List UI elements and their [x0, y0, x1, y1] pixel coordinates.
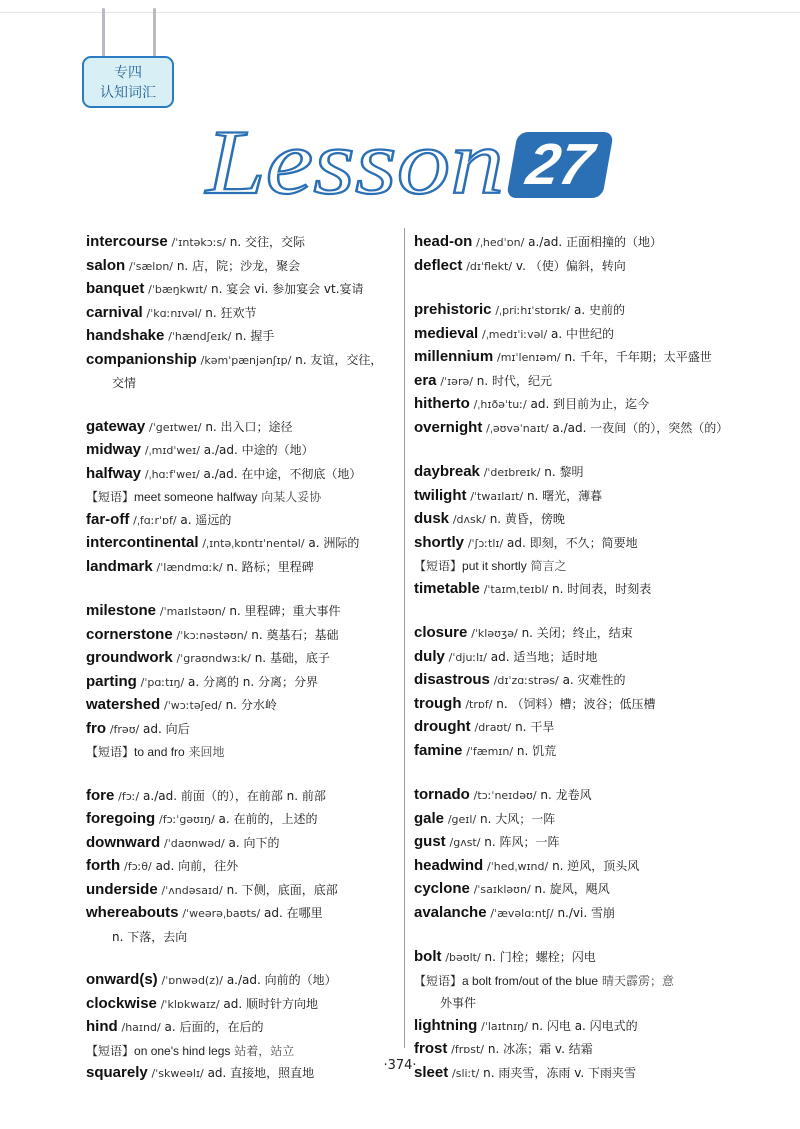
- headword: head-on: [414, 233, 473, 250]
- headword: squarely: [86, 1064, 148, 1081]
- phrase-entry: [86, 741, 421, 764]
- definition: a. 洲际的: [308, 536, 360, 550]
- headword: overnight: [414, 418, 483, 436]
- phrase-translation: 简言之: [530, 559, 567, 573]
- headword: foregoing: [86, 810, 156, 827]
- headword: twilight: [414, 486, 467, 504]
- headword: tornado: [414, 786, 470, 803]
- definition: n. 出入口；途径: [205, 419, 293, 434]
- definition: a. 分离的 n. 分离；分界: [187, 674, 319, 689]
- vocab-entry: [86, 647, 421, 671]
- phonetic: /ˌmedɪˈiːvəl/: [482, 327, 548, 341]
- phonetic: /ˈpɑːtɪŋ/: [140, 675, 185, 689]
- definition: a./ad. 向前的（地）: [226, 973, 337, 987]
- vocab-entry: [414, 370, 749, 394]
- headword: deflect: [414, 256, 463, 274]
- group-spacer: [86, 395, 421, 416]
- headword: headwind: [414, 856, 484, 874]
- phonetic: /ˈdaʊnwəd/: [164, 836, 225, 850]
- phonetic: /ˌhedˈɒn/: [476, 236, 525, 249]
- phonetic: /ˌpriːhɪˈstɒrɪk/: [495, 304, 571, 317]
- definition: n. 狂欢节: [205, 305, 257, 320]
- definition: n. 交往，交际: [229, 235, 306, 249]
- phonetic: /ˈɪərə/: [440, 374, 473, 388]
- group-spacer: [86, 764, 421, 785]
- vocab-entry: [86, 808, 421, 832]
- definition: n. 曙光，薄暮: [526, 488, 603, 503]
- headword: midway: [86, 441, 142, 458]
- vocab-entry: [414, 784, 749, 808]
- phonetic: /fɔː/: [118, 789, 140, 803]
- phonetic: /mɪˈlenɪəm/: [497, 351, 561, 364]
- headword: timetable: [414, 579, 480, 597]
- phrase-entry: [86, 486, 421, 509]
- phrase-text: to and fro: [134, 745, 185, 759]
- definition: n. 干旱: [515, 720, 555, 734]
- vocab-entry: [414, 946, 749, 970]
- definition: ad. 即刻，不久；简要地: [507, 535, 638, 550]
- definition: n. 下侧，底面，底部: [226, 882, 338, 897]
- section-tag: [82, 56, 174, 108]
- vocab-column-right: [414, 231, 749, 1085]
- phonetic: /ˈskweəlɪ/: [151, 1067, 204, 1080]
- headword: closure: [414, 624, 468, 641]
- headword: dusk: [414, 510, 450, 527]
- headword: forth: [86, 857, 121, 874]
- phonetic: /ˈævəlɑːntʃ/: [490, 906, 554, 920]
- definition: n. 千年，千年期；太平盛世: [564, 350, 712, 364]
- definition: a. 灾难性的: [562, 673, 626, 687]
- headword: downward: [86, 833, 161, 851]
- phonetic: /ˈkləʊʒə/: [471, 627, 518, 640]
- vocab-entry: [86, 718, 421, 742]
- headword: handshake: [86, 327, 165, 344]
- phonetic: /ˈɪntəkɔːs/: [171, 236, 226, 249]
- vocab-entry: [86, 278, 421, 302]
- headword: salon: [86, 256, 126, 274]
- headword: prehistoric: [414, 301, 492, 318]
- phrase-label: 【短语】: [414, 973, 463, 988]
- phrase-translation: 站着，站立: [234, 1043, 295, 1058]
- hanging-string-right: [153, 8, 156, 60]
- definition: n. 旋风，飓风: [534, 882, 610, 896]
- vocab-entry: [414, 831, 749, 855]
- phonetic: /ˈweərəˌbaʊts/: [182, 907, 261, 920]
- phonetic: /frəʊ/: [109, 722, 140, 736]
- vocab-entry: [414, 255, 749, 279]
- headword: shortly: [414, 533, 465, 551]
- headword: milestone: [86, 602, 157, 619]
- definition: n. 友谊，交往，: [295, 352, 383, 367]
- phonetic: /ˈmaɪlstəʊn/: [159, 605, 226, 618]
- phonetic: /ˈlændmɑːk/: [156, 560, 223, 574]
- definition: ad. 向前，往外: [155, 859, 239, 873]
- group-spacer: [414, 278, 749, 299]
- phrase-translation: 来回地: [188, 745, 225, 759]
- headword: clockwise: [86, 994, 157, 1012]
- vocab-entry: [86, 671, 421, 695]
- lesson-number-badge: [506, 132, 614, 198]
- phonetic: /ˌhɪðəˈtuː/: [473, 398, 527, 411]
- headword: duly: [414, 647, 445, 665]
- phrase-text: meet someone halfway: [134, 490, 258, 504]
- phonetic: /ˈtaɪmˌteɪbl/: [483, 582, 549, 596]
- headword: companionship: [86, 350, 197, 368]
- headword: landmark: [86, 557, 153, 575]
- headword: sleet: [414, 1063, 449, 1081]
- phrase-label: 【短语】: [86, 745, 135, 759]
- headword: banquet: [86, 280, 145, 297]
- definition: ad. 到目前为止，迄今: [530, 397, 650, 411]
- vocab-entry: [414, 532, 749, 556]
- phonetic: /ˈhændʃeɪk/: [168, 330, 232, 343]
- phrase-entry: [414, 555, 749, 578]
- definition: n. （饲料）槽；波谷；低压槽: [496, 696, 656, 711]
- vocab-entry: [414, 878, 749, 902]
- definition: n. 大风；一阵: [479, 811, 556, 826]
- definition: n. 龙卷风: [540, 788, 592, 802]
- phonetic: /sliːt/: [452, 1066, 480, 1080]
- section-tag-line2: 认知词汇: [100, 85, 156, 101]
- definition: n. 冰冻；霜 v. 结霜: [487, 1042, 593, 1056]
- vocab-entry: [414, 693, 749, 717]
- phonetic: /draʊt/: [474, 721, 512, 734]
- vocab-entry: [414, 669, 749, 693]
- vocab-entry: [86, 532, 421, 556]
- definition: a./ad. 一夜间（的），突然（的）: [552, 420, 729, 435]
- group-spacer: [414, 763, 749, 784]
- definition: a. 中世纪的: [550, 326, 614, 341]
- headword: famine: [414, 741, 463, 759]
- phonetic: /ˈgeɪtweɪ/: [149, 420, 202, 434]
- headword: disastrous: [414, 671, 490, 688]
- phrase-label: 【短语】: [414, 559, 463, 573]
- vocab-entry: [414, 508, 749, 532]
- headword: groundwork: [86, 649, 173, 666]
- phonetic: /ˈʌndəsaɪd/: [161, 883, 223, 897]
- definition: n. 雨夹雪，冻雨 v. 下雨夹雪: [483, 1065, 636, 1080]
- phonetic: /gʌst/: [449, 836, 481, 849]
- definition: a. 遥远的: [180, 512, 232, 527]
- definition: n. 店，院；沙龙，聚会: [176, 258, 301, 273]
- phonetic: /bəʊlt/: [445, 951, 481, 964]
- lesson-title-text: Lesson: [203, 111, 504, 205]
- definition: v. （使）偏斜，转向: [515, 258, 626, 273]
- headword: hitherto: [414, 395, 470, 412]
- phonetic: /ˈdjuːlɪ/: [448, 650, 487, 664]
- phonetic: /ˈfæmɪn/: [466, 744, 514, 758]
- phonetic: /fɔːθ/: [123, 860, 152, 873]
- definition: n. 门栓；螺栓；闪电: [484, 950, 596, 964]
- definition: n. 宴会 vi. 参加宴会 vt.宴请: [210, 282, 364, 296]
- headword: carnival: [86, 303, 143, 321]
- headword: avalanche: [414, 903, 487, 921]
- phrase-text: a bolt from/out of the blue: [462, 973, 599, 988]
- vocab-entry: [414, 578, 749, 602]
- definition-continued: n. 下落，去向: [112, 929, 188, 944]
- definition: n. 里程碑；重大事件: [229, 604, 341, 618]
- definition: n. 黄昏，傍晚: [489, 512, 565, 526]
- headword: intercontinental: [86, 534, 199, 551]
- headword: drought: [414, 718, 471, 735]
- definition: a./ad. 在中途，不彻底（地）: [203, 466, 362, 481]
- definition: n. 奠基石；基础: [251, 627, 339, 642]
- phonetic: /ˈlaɪtnɪŋ/: [481, 1019, 528, 1033]
- phonetic: /dɪˈzɑːstrəs/: [493, 674, 559, 687]
- definition-continuation: [86, 926, 421, 949]
- vocab-entry: [414, 346, 749, 370]
- definition: n. 路标；里程碑: [226, 559, 314, 574]
- vocab-entry: [86, 302, 421, 326]
- definition-continued: 外事件: [440, 996, 477, 1010]
- phonetic: /frɒst/: [451, 1043, 485, 1056]
- vocab-entry: [86, 624, 421, 648]
- vocab-entry: [86, 231, 421, 255]
- vocab-entry: [414, 808, 749, 832]
- vocab-entry: [86, 509, 421, 533]
- definition: n. 时代，纪元: [476, 373, 553, 388]
- definition: ad. 直接地，照直地: [207, 1066, 315, 1080]
- definition: a. 后面的，在后的: [164, 1020, 264, 1034]
- headword: gale: [414, 809, 445, 827]
- definition: n./vi. 雪崩: [557, 905, 615, 920]
- phrase-entry: [414, 970, 749, 993]
- definition: a. 向下的: [228, 835, 280, 850]
- vocab-entry: [86, 879, 421, 903]
- definition: ad. 适当地；适时地: [490, 649, 598, 664]
- vocab-entry: [86, 556, 421, 580]
- vocab-entry: [414, 740, 749, 764]
- phonetic: /fɔːˈgəʊɪŋ/: [158, 813, 215, 826]
- hanging-string-left: [102, 8, 105, 60]
- definition: ad. 顺时针方向地: [223, 996, 318, 1011]
- phonetic: /ˈtwaɪlaɪt/: [470, 489, 524, 503]
- vocab-entry: [86, 993, 421, 1017]
- headword: cornerstone: [86, 625, 173, 643]
- definition: ad. 在哪里: [264, 906, 323, 920]
- phrase-translation: 晴天霹雳；意: [601, 973, 674, 988]
- group-spacer: [414, 601, 749, 622]
- vocab-entry: [86, 969, 421, 993]
- phonetic: /ˈgraʊndwɜːk/: [176, 652, 251, 665]
- vocab-entry: [414, 231, 749, 255]
- vocab-entry: [86, 255, 421, 279]
- vocab-entry: [414, 461, 749, 485]
- vocab-entry: [414, 393, 749, 417]
- lesson-title: [200, 95, 510, 205]
- phonetic: /ˌəʊvəˈnaɪt/: [486, 421, 549, 435]
- definition: a./ad. 正面相撞的（地）: [528, 235, 662, 249]
- phonetic: /ˌmɪdˈweɪ/: [144, 444, 200, 457]
- phonetic: /haɪnd/: [121, 1021, 161, 1034]
- headword: bolt: [414, 948, 442, 965]
- headword: halfway: [86, 464, 142, 482]
- headword: whereabouts: [86, 904, 179, 921]
- vocab-entry: [86, 694, 421, 718]
- phonetic: /ˈkɔːnəstəʊn/: [176, 628, 248, 642]
- vocab-entry: [86, 832, 421, 856]
- phonetic: /ˈʃɔːtlɪ/: [467, 536, 504, 550]
- definition: n. 闪电 a. 闪电式的: [531, 1018, 638, 1033]
- definition: a./ad. 前面（的），在前部 n. 前部: [143, 788, 326, 803]
- headword: millennium: [414, 348, 494, 365]
- headword: gust: [414, 833, 446, 850]
- definition: n. 黎明: [544, 465, 584, 479]
- phonetic: /ˈklɒkwaɪz/: [160, 997, 220, 1011]
- lesson-number: 27: [522, 132, 599, 197]
- phonetic: /ˈkɑːnɪvəl/: [146, 306, 202, 320]
- headword: parting: [86, 672, 137, 690]
- vocab-entry: [86, 416, 421, 440]
- vocab-entry: [86, 855, 421, 879]
- vocab-entry: [414, 323, 749, 347]
- vocab-entry: [86, 325, 421, 349]
- phonetic: /geɪl/: [447, 812, 477, 826]
- phonetic: /ˈɒnwəd(z)/: [161, 974, 223, 987]
- vocab-entry: [414, 716, 749, 740]
- headword: gateway: [86, 417, 146, 435]
- phonetic: /ˈsælɒn/: [129, 259, 173, 273]
- headword: hind: [86, 1018, 118, 1035]
- vocab-entry: [86, 439, 421, 463]
- headword: frost: [414, 1040, 448, 1057]
- vocab-entry: [86, 1016, 421, 1040]
- phonetic: /tɔːˈneɪdəʊ/: [473, 789, 537, 802]
- definition-continuation: [414, 992, 749, 1015]
- group-spacer: [414, 440, 749, 461]
- phonetic: /ˌfɑːrˈɒf/: [133, 513, 177, 527]
- vocab-entry: [414, 485, 749, 509]
- vocab-entry: [414, 902, 749, 926]
- vocab-entry: [86, 785, 421, 809]
- phonetic: /ˈdeɪbreɪk/: [483, 466, 541, 479]
- definition: n. 握手: [235, 329, 275, 343]
- vocab-entry: [86, 902, 421, 926]
- top-rule: [0, 12, 800, 13]
- definition: ad. 向后: [143, 721, 190, 736]
- vocab-entry: [414, 646, 749, 670]
- phonetic: /trɒf/: [465, 697, 493, 711]
- vocab-entry: [86, 349, 421, 373]
- phonetic: /ˈsaɪkləʊn/: [473, 883, 531, 896]
- group-spacer: [86, 579, 421, 600]
- vocab-entry: [414, 622, 749, 646]
- phrase-translation: 向某人妥协: [261, 490, 322, 504]
- phonetic: /ˈwɔːtəʃed/: [164, 699, 222, 712]
- headword: cyclone: [414, 880, 470, 897]
- definition: n. 关闭；终止，结束: [521, 626, 633, 640]
- definition: n. 时间表，时刻表: [552, 581, 652, 596]
- vocab-entry: [414, 417, 749, 441]
- headword: intercourse: [86, 233, 168, 250]
- section-tag-line1: 专四: [114, 65, 142, 81]
- phonetic: /dɪˈflekt/: [466, 259, 513, 273]
- group-spacer: [86, 948, 421, 969]
- phonetic: /ˈbæŋkwɪt/: [148, 283, 208, 296]
- definition: n. 分水岭: [225, 698, 277, 712]
- phrase-label: 【短语】: [86, 490, 135, 504]
- definition: n. 基础，底子: [254, 651, 330, 665]
- vocab-entry: [414, 299, 749, 323]
- phonetic: /ˌɪntəˌkɒntɪˈnentəl/: [202, 537, 305, 550]
- definition: a. 史前的: [573, 303, 625, 317]
- vocab-entry: [414, 855, 749, 879]
- phrase-text: on one's hind legs: [134, 1043, 231, 1058]
- headword: era: [414, 371, 437, 389]
- headword: lightning: [414, 1016, 478, 1034]
- vocab-entry: [86, 463, 421, 487]
- headword: trough: [414, 694, 462, 712]
- phrase-text: put it shortly: [462, 559, 527, 573]
- headword: far-off: [86, 510, 130, 528]
- phonetic: /dʌsk/: [452, 513, 486, 526]
- phonetic: /kəmˈpænjənʃɪp/: [200, 353, 292, 367]
- vocab-column-left: [86, 231, 421, 1086]
- definition-continued: 交情: [112, 376, 137, 390]
- headword: fro: [86, 719, 106, 737]
- definition: a./ad. 中途的（地）: [203, 443, 314, 457]
- vocab-entry: [86, 600, 421, 624]
- phonetic: /ˈhedˌwɪnd/: [487, 859, 549, 873]
- phrase-label: 【短语】: [86, 1043, 135, 1058]
- headword: daybreak: [414, 463, 480, 480]
- headword: fore: [86, 786, 115, 804]
- definition: n. 逆风，顶头风: [552, 858, 640, 873]
- phonetic: /ˌhɑːfˈweɪ/: [144, 467, 200, 481]
- vocab-entry: [414, 1015, 749, 1039]
- definition-continuation: [86, 372, 421, 395]
- definition: n. 饥荒: [516, 743, 557, 758]
- headword: underside: [86, 880, 158, 898]
- headword: medieval: [414, 324, 479, 342]
- headword: onward(s): [86, 971, 158, 988]
- definition: a. 在前的，上述的: [218, 812, 318, 826]
- page-number: ·374·: [383, 1058, 417, 1073]
- headword: watershed: [86, 696, 161, 713]
- group-spacer: [414, 925, 749, 946]
- definition: n. 阵风；一阵: [484, 835, 560, 849]
